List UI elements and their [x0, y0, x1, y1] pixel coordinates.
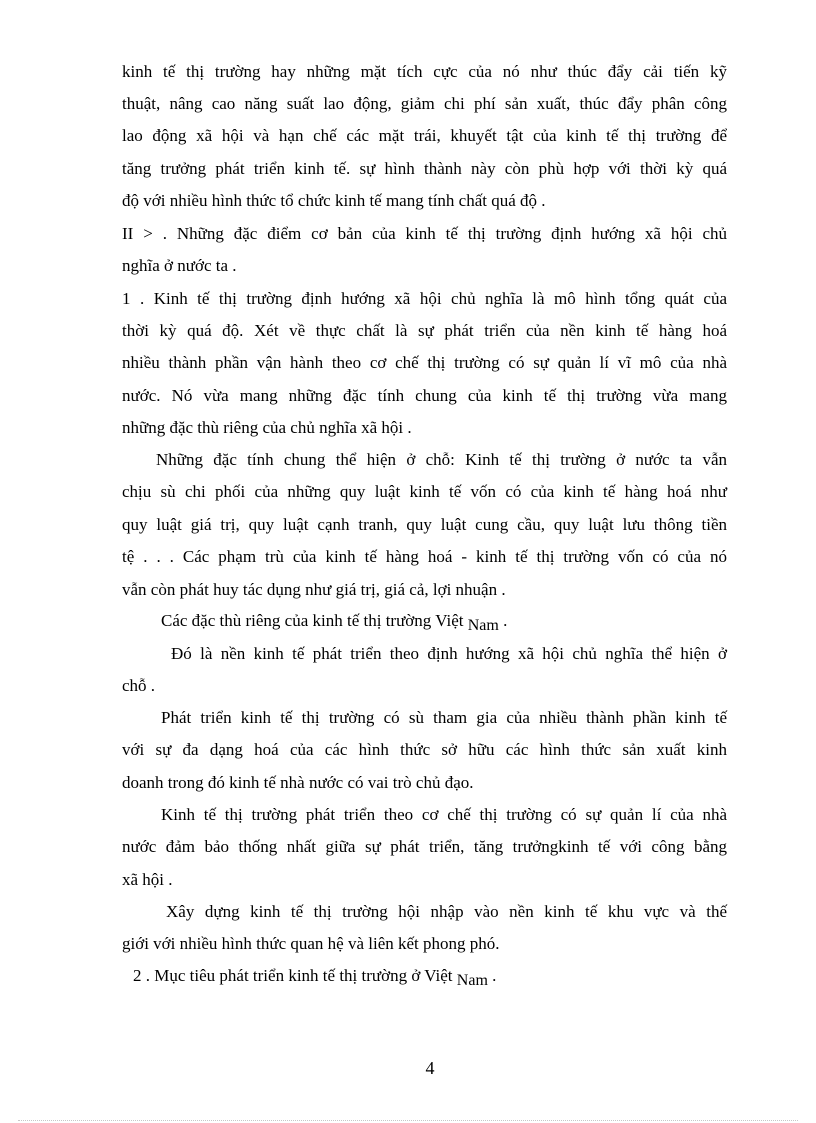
text-line: kinh tế thị trường hay những mặt tích cực của nó như thúc đẩy cải tiến kỹ — [122, 62, 727, 81]
text-line: nước đảm bảo thống nhất giữa sự phát triển, tăng trưởngkinh tế với công bằng — [122, 837, 727, 856]
text-line: giới với nhiều hình thức quan hệ và liên kết phong phó. — [122, 934, 500, 953]
subheading-line — [161, 611, 507, 632]
text-line: chỗ . — [122, 676, 156, 695]
page-number: 4 — [425, 1058, 435, 1078]
text-line: nhiều thành phần vận hành theo cơ chế thị trường có sự quản lí vĩ mô của nhà — [122, 353, 727, 372]
section-heading-2: II > . Những đặc điểm cơ bản của kinh tế thị trường định hướng xã hội chủ — [122, 224, 727, 243]
text-line: những đặc thù riêng của chủ nghĩa xã hội . — [122, 418, 412, 437]
text-line: Phát triển kinh tế thị trường có sù tham gia của nhiều thành phần kinh tế — [161, 708, 727, 727]
text-line: Xây dựng kinh tế thị trường hội nhập vào nền kinh tế khu vực và thế — [166, 902, 727, 921]
subheading-subscript: Nam — [467, 617, 499, 634]
text-line: Những đặc tính chung thể hiện ở chỗ: Kinh tế thị trường ở nước ta vẫn — [156, 450, 727, 469]
text-line: với sự đa dạng hoá của các hình thức sở hữu các hình thức sản xuất kinh — [122, 740, 727, 759]
subheading-text: 2 . Mục tiêu phát triển kinh tế thị trường ở Việt — [133, 966, 453, 985]
subheading-end: . — [487, 966, 497, 985]
text-line: thuật, nâng cao năng suất lao động, giảm chi phí sản xuất, thúc đẩy phân công — [122, 94, 727, 113]
text-line: nước. Nó vừa mang những đặc tính chung của kinh tế thị trường vừa mang — [122, 386, 727, 405]
text-line: chịu sù chi phối của những quy luật kinh tế vốn có của kinh tế hàng hoá như — [122, 482, 727, 501]
footer-divider — [18, 1120, 798, 1121]
text-line: Kinh tế thị trường phát triển theo cơ chế thị trường có sự quản lí của nhà — [161, 805, 727, 824]
text-line: tệ . . . Các phạm trù của kinh tế hàng hoá - kinh tế thị trường vốn có của nó — [122, 547, 727, 566]
text-line: quy luật giá trị, quy luật cạnh tranh, quy luật cung cầu, quy luật lưu thông tiền — [122, 515, 727, 534]
subheading-end: . — [498, 611, 508, 630]
text-line: thời kỳ quá độ. Xét về thực chất là sự phát triển của nền kinh tế hàng hoá — [122, 321, 727, 340]
subheading-subscript: Nam — [456, 972, 488, 989]
subheading-text: Các đặc thù riêng của kinh tế thị trường Việt — [161, 611, 464, 630]
subheading-line — [133, 966, 496, 987]
text-line: lao động xã hội và hạn chế các mặt trái, khuyết tật của kinh tế thị trường để — [122, 126, 727, 145]
text-line: 1 . Kinh tế thị trường định hướng xã hội chủ nghĩa là mô hình tổng quát của — [122, 289, 727, 308]
text-line: tăng trưởng phát triển kinh tế. sự hình thành này còn phù hợp với thời kỳ quá — [122, 159, 727, 178]
section-heading-2-cont: nghĩa ở nước ta . — [122, 256, 237, 275]
text-line: vẫn còn phát huy tác dụng như giá trị, giá cả, lợi nhuận . — [122, 580, 506, 599]
text-line: doanh trong đó kinh tế nhà nước có vai trò chủ đạo. — [122, 773, 474, 792]
text-line: Đó là nền kinh tế phát triển theo định hướng xã hội chủ nghĩa thể hiện ở — [171, 644, 727, 663]
text-line: xã hội . — [122, 870, 173, 889]
text-line: độ với nhiều hình thức tổ chức kinh tế mang tính chất quá độ . — [122, 191, 546, 210]
